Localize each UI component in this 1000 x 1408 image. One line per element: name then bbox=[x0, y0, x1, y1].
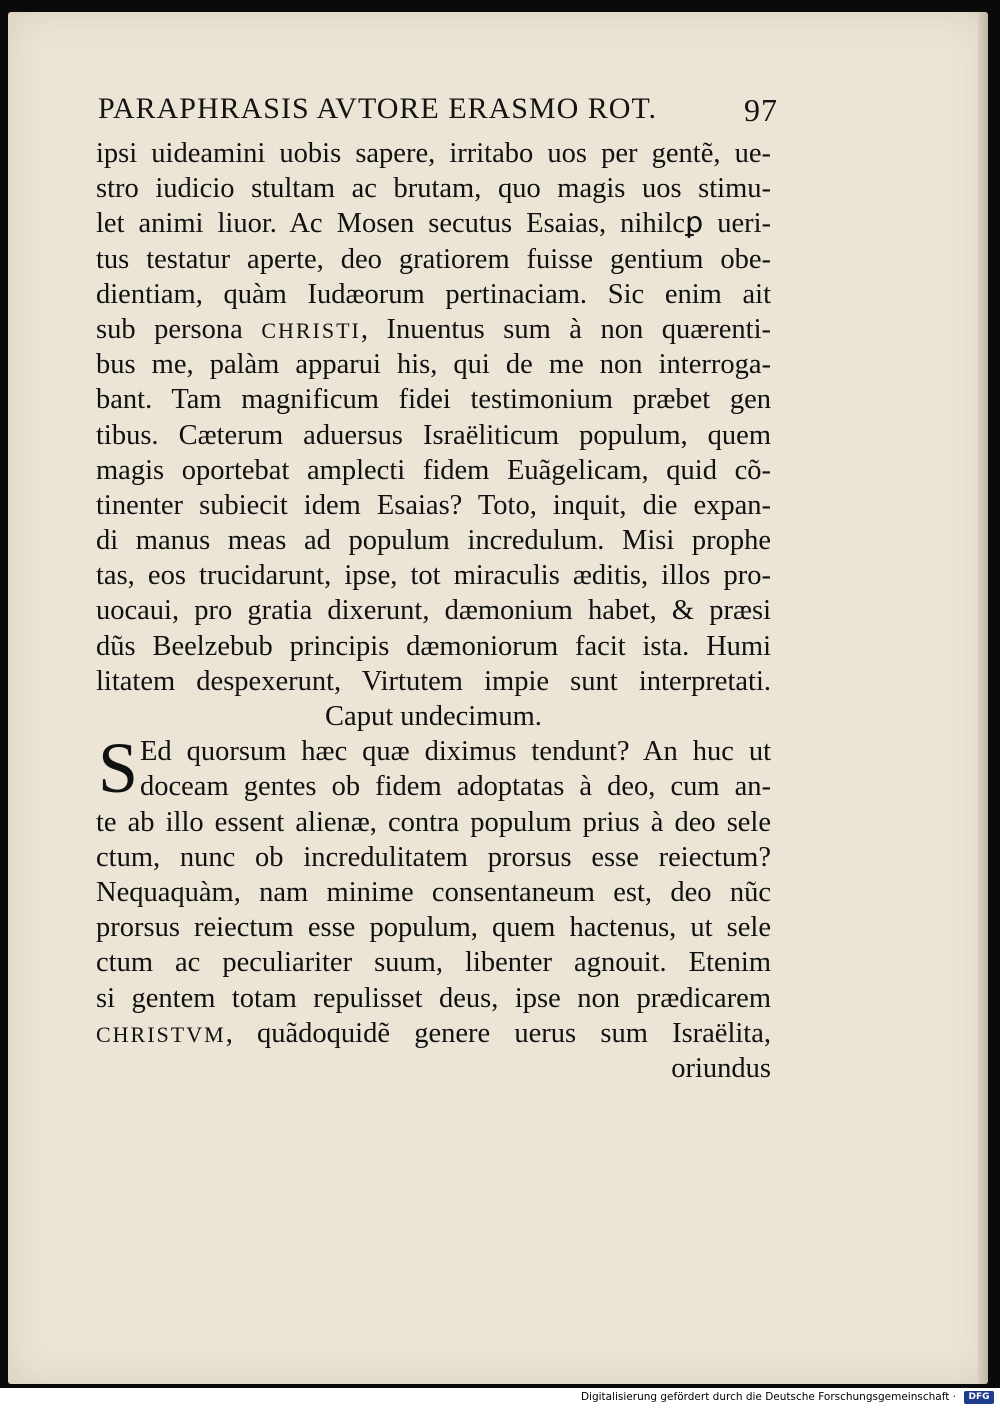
text-line: stro iudicio stultam ac brutam, quo magis uos stimu- bbox=[96, 173, 771, 205]
text-line: Nequaquàm, nam minime consentaneum est, deo nũc bbox=[96, 876, 771, 908]
text-line-christi bbox=[96, 312, 771, 347]
text-fragment: Ed quorsum hæc quæ diximus tendunt? An huc ut bbox=[140, 736, 771, 768]
text-line: dũs Beelzebub principis dæmoniorum facit ista. Humi bbox=[96, 630, 771, 662]
dfg-logo-icon: DFG bbox=[964, 1391, 994, 1404]
text-line: tibus. Cæterum aduersus Israëliticum populum, quem bbox=[96, 419, 771, 451]
small-caps-name: CHRISTI bbox=[261, 317, 361, 343]
running-head-title: PARAPHRASIS AVTORE ERASMO ROT. bbox=[98, 92, 658, 125]
text-fragment: sub persona bbox=[96, 313, 243, 345]
text-line: bant. Tam magnificum fidei testimonium præbet gen bbox=[96, 384, 771, 416]
text-line: te ab illo essent alienæ, contra populum prius à deo sele bbox=[96, 806, 771, 838]
text-line: tus testatur aperte, deo gratiorem fuisse gentium obe- bbox=[96, 243, 771, 275]
digitization-footer bbox=[0, 1388, 1000, 1408]
text-line: tas, eos trucidarunt, ipse, tot miraculis æditis, illos pro- bbox=[96, 560, 771, 592]
text-line: tinenter subiecit idem Esaias? Toto, inquit, die expan- bbox=[96, 489, 771, 521]
text-block bbox=[96, 136, 771, 1086]
text-fragment: , quãdoquidẽ genere uerus sum Israëlita, bbox=[225, 1017, 771, 1049]
text-line: magis oportebat amplecti fidem Euãgelicam, quid cõ- bbox=[96, 454, 771, 486]
page-edge bbox=[978, 12, 988, 1384]
text-line: ctum ac peculiariter suum, libenter agnouit. Etenim bbox=[96, 947, 771, 979]
text-fragment: , Inuentus sum à non quærenti- bbox=[360, 313, 771, 345]
text-line: dientiam, quàm Iudæorum pertinaciam. Sic enim ait bbox=[96, 278, 771, 310]
book-page bbox=[8, 12, 988, 1384]
text-line: prorsus reiectum esse populum, quem hactenus, ut sele bbox=[96, 912, 771, 944]
text-line: ctum, nunc ob incredulitatem prorsus esse reiectum? bbox=[96, 841, 771, 873]
text-line: di manus meas ad populum incredulum. Misi prophe bbox=[96, 525, 771, 557]
text-line: si gentem totam repulisset deus, ipse non prædicarem bbox=[96, 982, 771, 1014]
drop-cap: S bbox=[98, 728, 139, 809]
running-head bbox=[98, 92, 778, 132]
text-line: let animi liuor. Ac Mosen secutus Esaias, nihilcꝑ ueri- bbox=[96, 208, 771, 240]
text-line: doceam gentes ob fidem adoptatas à deo, cum an- bbox=[140, 771, 771, 803]
text-line: litatem despexerunt, Virtutem impie sunt interpretati. bbox=[96, 665, 771, 697]
text-line: ipsi uideamini uobis sapere, irritabo uos per gentẽ, ue- bbox=[96, 138, 771, 169]
text-line: bus me, palàm apparui his, qui de me non interroga- bbox=[96, 349, 771, 381]
text-line-christum bbox=[96, 1016, 771, 1051]
small-caps-name: CHRISTVM bbox=[96, 1021, 226, 1047]
chapter-heading: Caput undecimum. bbox=[325, 701, 542, 732]
catchword: oriundus bbox=[671, 1052, 771, 1084]
funding-credit: Digitalisierung gefördert durch die Deutsche Forschungsgemeinschaft · bbox=[580, 1391, 956, 1403]
page-number: 97 bbox=[744, 92, 778, 128]
text-line: uocaui, pro gratia dixerunt, dæmonium habet, & præsi bbox=[96, 595, 771, 627]
